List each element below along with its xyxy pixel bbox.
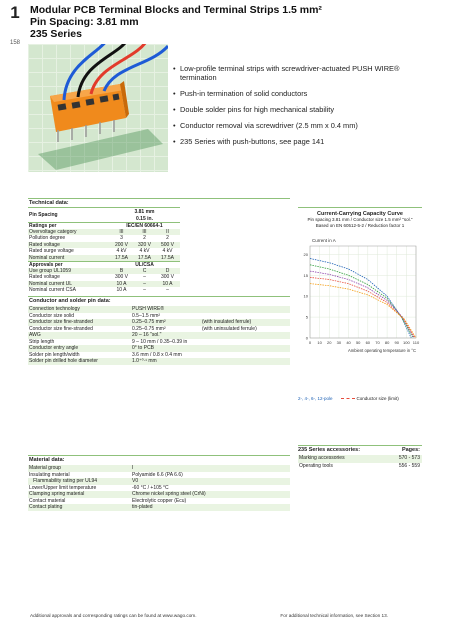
row-value: 2 [166,235,169,241]
row-value: – [143,274,146,280]
y-tick-label: 0 [305,335,308,341]
feature-item: • Push-in termination of solid conductors [173,89,308,98]
row-label: Nominal current [29,254,65,261]
row-label: Use group UL1059 [29,267,71,274]
series-line [310,277,415,338]
table-row [298,463,422,471]
row-value: 17.5A [114,254,129,261]
row-value: 17.5A [160,254,175,261]
plot-frame [310,246,416,338]
row-note: (with uninsulated ferrule) [202,325,257,332]
legend-limit: Conductor size (limit) [356,396,399,401]
series-line [310,284,416,338]
pin-spacing-value: 3.81 mm [134,209,155,215]
row-label: Flammability rating per UL94 [29,478,98,484]
x-tick-label: 30 [336,340,342,345]
row-value: – [143,280,146,287]
title-line-1: Modular PCB Terminal Blocks and Terminal Strips 1.5 mm² [30,4,322,16]
x-tick-label: 20 [327,340,332,345]
y-axis-label: Current in A [312,238,336,243]
conductor-heading: Conductor and solder pin data: [29,298,111,304]
row-span-value: IEC/EN 60664-1 [126,223,163,229]
row-value: 300 V [114,274,129,280]
table-row [28,358,290,365]
row-value: -60 °C / +105 °C [132,484,169,491]
feature-item: • Low-profile terminal strips with screwdriver-actuated PUSH WIRE® termination [173,64,400,82]
row-value: 20 – 16 "sol." [132,332,162,338]
chart-plot [298,228,422,378]
page-title [30,4,440,40]
feature-list [173,64,433,153]
x-tick-label: 60 [365,340,371,345]
row-label: Insulating material [29,471,70,478]
terminal-block-icon [50,81,129,142]
feature-item: • Double solder pins for high mechanical stability [173,105,335,114]
row-value: 4 kV [162,248,173,254]
accessories-table [298,455,422,470]
accessories-heading: 235 Series accessories: [298,447,361,453]
row-label: Connection technology [29,306,80,312]
page-footer [30,613,440,618]
row-label: Overvoltage category [29,228,77,235]
row-label: Nominal current CSA [29,287,76,293]
x-tick-label: 0 [308,340,312,345]
row-value: 300 V [160,274,175,280]
row-value: tin-plated [132,504,153,510]
row-value: 320 V [137,241,152,248]
y-tick-label: 5 [305,314,308,320]
current-capacity-chart [298,207,422,387]
row-value: 17.5A [137,254,152,261]
row-label: Conductor size solid [29,312,75,319]
row-value: 200 V [114,241,129,248]
row-value: I [132,465,134,471]
page-marker [4,4,26,46]
row-label: Clamping spring material [29,491,85,497]
row-value: Polyamide 6.6 (PA 6.6) [132,471,183,478]
pages-heading: Pages: [401,447,420,453]
row-value: 500 V [160,241,175,248]
row-label: Conductor size fine-stranded [29,319,93,325]
row-value: 9 – 10 mm / 0.35–0.39 in [132,338,188,345]
row-value: 10 A [116,287,127,293]
row-span-value: UL/CSA [135,262,154,268]
table-row [28,287,180,294]
pin-spacing-label: Pin Spacing [29,212,58,218]
row-value: 10 A [162,280,173,287]
row-label: Approvals per [29,262,63,268]
row-value: 0° to PCB [132,345,155,351]
table-row [298,455,422,463]
row-label: Conductor size fine-stranded [29,325,93,332]
x-tick-label: 100 [403,340,410,345]
pin-spacing-inch: 0.15 in. [136,215,153,222]
accessory-label: Operating tools [299,462,333,469]
accessory-label: Marking accessories [299,455,345,461]
row-value: 3 [120,235,123,241]
row-value: PUSH WIRE® [132,306,165,312]
row-value: Electrolytic copper (Ecu) [132,497,187,504]
row-value: C [142,267,147,274]
row-value: 0.25–0.75 mm² [132,325,166,332]
y-tick-label: 10 [303,293,308,299]
row-value: V0 [132,478,139,484]
row-value: 0.5–1.5 mm² [132,312,161,319]
row-value: B [119,267,124,274]
x-tick-label: 80 [384,340,390,345]
product-photo [28,44,168,172]
row-value: – [143,287,146,293]
row-label: Pollution degree [29,235,66,241]
conductor-table [28,306,290,365]
table-row [28,255,180,262]
chart-legend [298,396,399,401]
row-value: III [119,228,124,235]
x-tick-label: 40 [346,340,351,345]
title-line-2: Pin Spacing: 3.81 mm [30,16,139,28]
row-label: Conductor entry angle [29,345,79,351]
row-value: II [166,228,169,235]
row-value: – [166,287,169,293]
footer-left: Additional approvals and corresponding ratings can be found at www.wago.com. [30,613,197,618]
x-tick-label: 90 [394,340,399,345]
material-heading: Material data: [29,457,65,463]
row-label: Rated voltage [29,241,60,248]
chart-subtitle-2: Based on EN 60512-5-2 / Reduction factor 1 [315,222,405,228]
row-label: Nominal current UL [29,280,73,287]
accessory-pages: 570 - 573 [398,455,420,461]
row-label: Ratings per [29,223,57,229]
row-value: 4 kV [116,248,127,254]
title-line-3: 235 Series [30,28,82,40]
pcb-board [38,129,163,170]
feature-item: • 235 Series with push-buttons, see page 141 [173,137,325,146]
row-label: Rated voltage [29,274,60,280]
legend-poles: 2-, 4-, 6-, 12-pole [298,396,333,401]
row-value: 0.25–0.75 mm² [132,319,166,325]
y-tick-label: 15 [303,272,308,278]
row-label: Contact material [29,497,66,504]
row-value: 10 A [116,280,127,287]
x-tick-label: 10 [317,340,322,345]
technical-table [28,209,180,294]
row-value: 1.0⁺⁰·¹ mm [132,358,157,364]
row-value: D [165,267,170,274]
row-value: 4 kV [139,248,150,254]
row-value: 2 [143,235,146,241]
chart-title: Current-Carrying Capacity Curve [317,211,403,217]
x-tick-label: 70 [375,340,380,345]
feature-item: • Conductor removal via screwdriver (2.5 mm x 0.4 mm) [173,121,358,130]
row-label: Lower/Upper limit temperature [29,484,97,491]
row-value: 3.6 mm / 0.8 x 0.4 mm [132,351,182,358]
chart-subtitle: Pin spacing 3.81 mm / Conductor size 1.5 mm² "sol." [307,217,413,222]
footer-right: For additional technical information, see Section 13. [280,613,388,618]
technical-heading: Technical data: [29,200,69,206]
series-line [310,259,411,339]
series-line [310,265,413,338]
x-axis-label: Ambient operating temperature in °C [347,348,416,353]
row-label: Contact plating [29,504,63,510]
y-tick-label: 20 [303,251,308,257]
material-table [28,465,290,511]
row-value: III [142,228,147,235]
x-tick-label: 50 [355,340,361,345]
x-tick-label: 110 [412,340,420,345]
page-number: 158 [9,40,20,46]
series-line [310,271,414,338]
row-label: Rated surge voltage [29,248,74,254]
legend-limit-line [341,398,355,399]
row-note: (with insulated ferrule) [202,319,252,325]
row-label: AWG [29,332,41,338]
accessory-pages: 556 - 559 [398,462,420,469]
row-value: Chrome nickel spring steel (CrNi) [132,491,206,497]
chapter-number: 1 [10,3,20,22]
row-label: Solder pin length/width [29,351,80,358]
row-label: Strip length [29,338,55,345]
row-label: Material group [29,465,61,471]
table-row [28,504,290,511]
row-label: Solder pin drilled hole diameter [29,358,98,364]
